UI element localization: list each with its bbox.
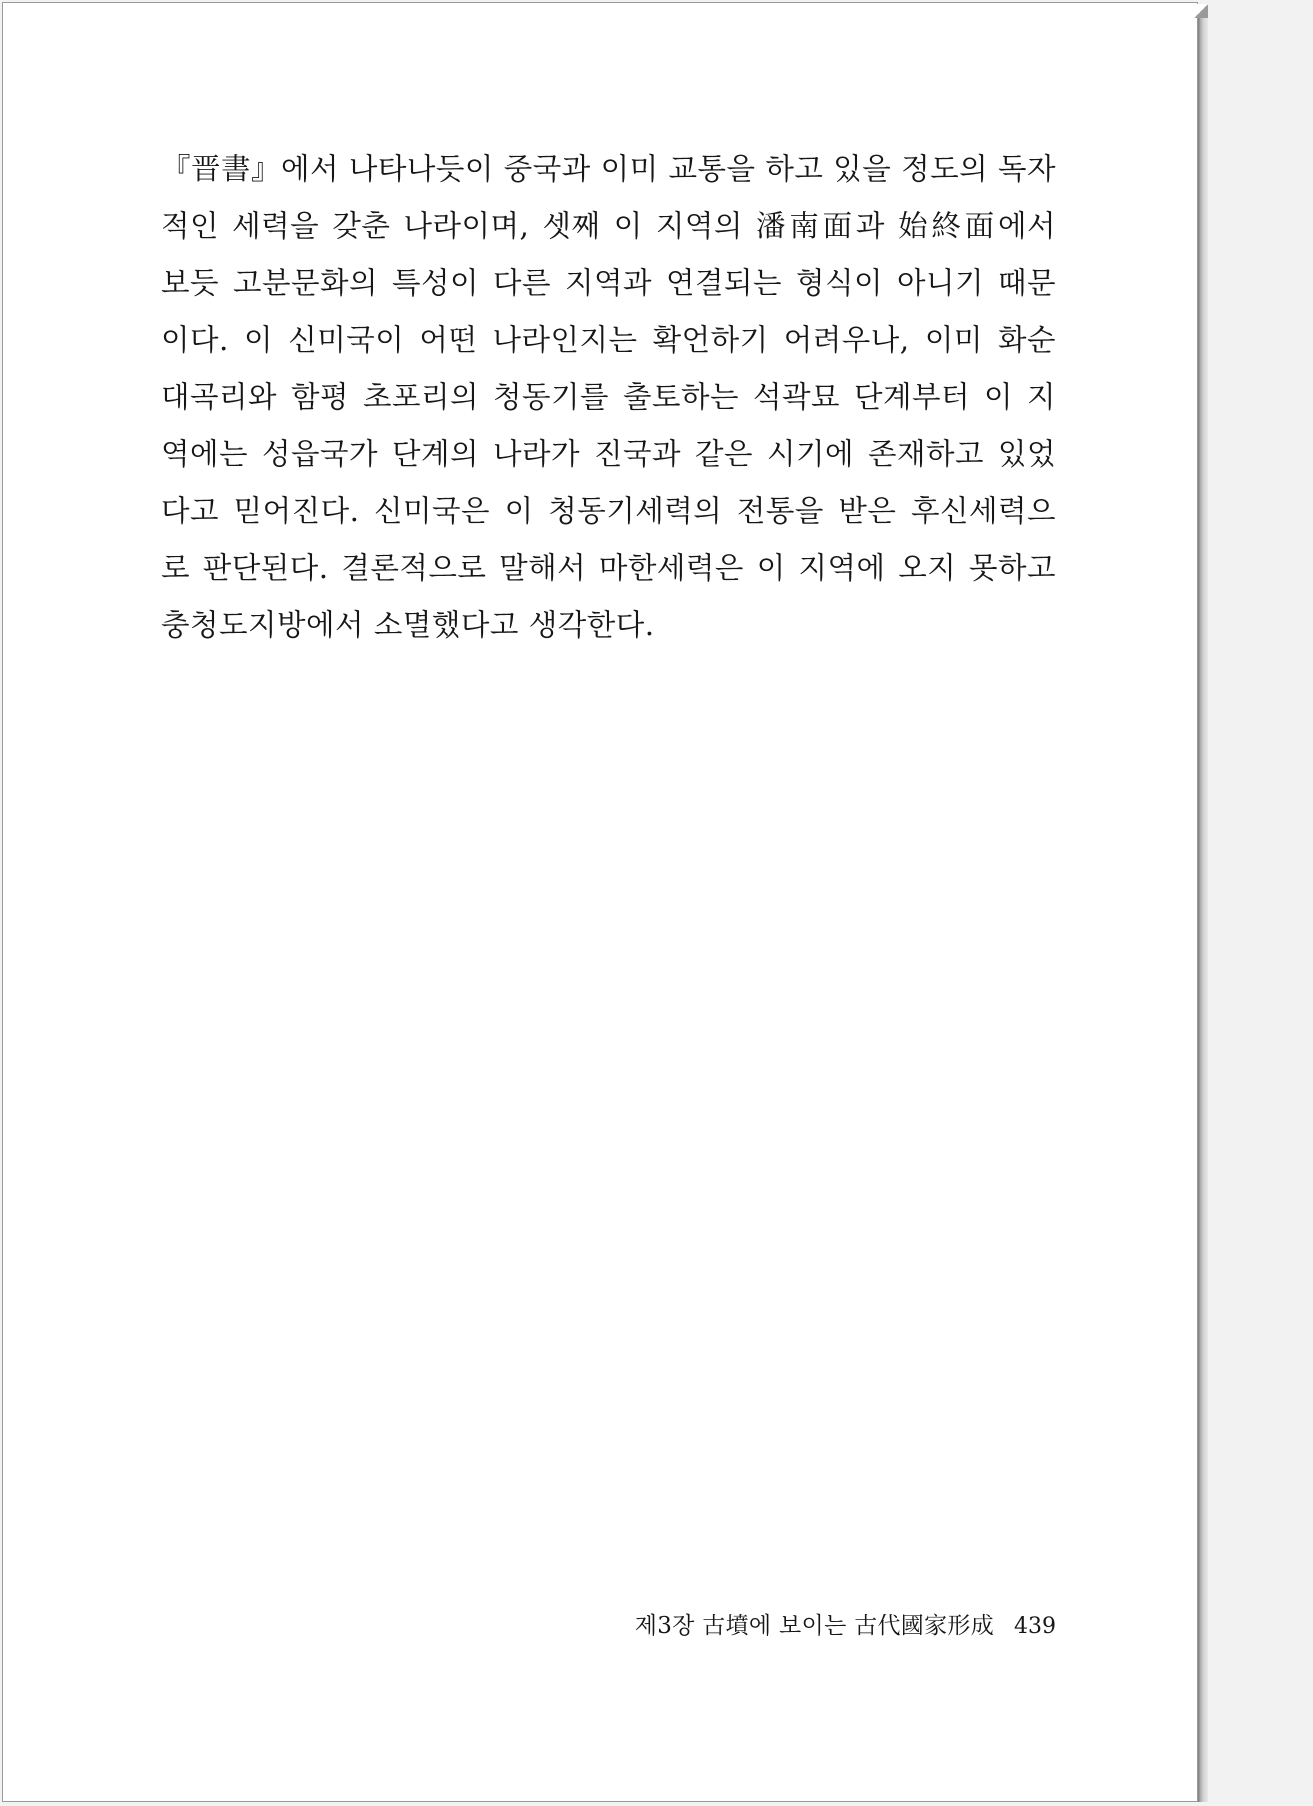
text-line: 다고 믿어진다. 신미국은 이 청동기세력의 전통을 받은 후신세력으 [161,494,1056,528]
running-chapter-title: 제3장 古墳에 보이는 古代國家形成 [634,1613,994,1639]
page-edge-shadow [1198,4,1208,1802]
text-line: 대곡리와 함평 초포리의 청동기를 출토하는 석곽묘 단계부터 이 지 [161,380,1056,414]
text-line: 충청도지방에서 소멸했다고 생각한다. [161,608,655,642]
text-line: 로 판단된다. 결론적으로 말해서 마한세력은 이 지역에 오지 못하고 [161,551,1056,585]
page-number: 439 [1014,1614,1056,1639]
text-line: 보듯 고분문화의 특성이 다른 지역과 연결되는 형식이 아니기 때문 [161,266,1056,300]
text-line: 이다. 이 신미국이 어떤 나라인지는 확언하기 어려우나, 이미 화순 [161,323,1056,357]
page-footer [623,1607,1056,1647]
text-line: 『晋書』에서 나타나듯이 중국과 이미 교통을 하고 있을 정도의 독자 [161,152,1056,186]
text-line: 역에는 성읍국가 단계의 나라가 진국과 같은 시기에 존재하고 있었 [161,437,1056,471]
text-line: 적인 세력을 갖춘 나라이며, 셋째 이 지역의 潘南面과 始終面에서 [161,209,1056,243]
body-paragraph [161,141,1056,654]
page-corner [1194,4,1208,18]
book-page [2,2,1198,1802]
